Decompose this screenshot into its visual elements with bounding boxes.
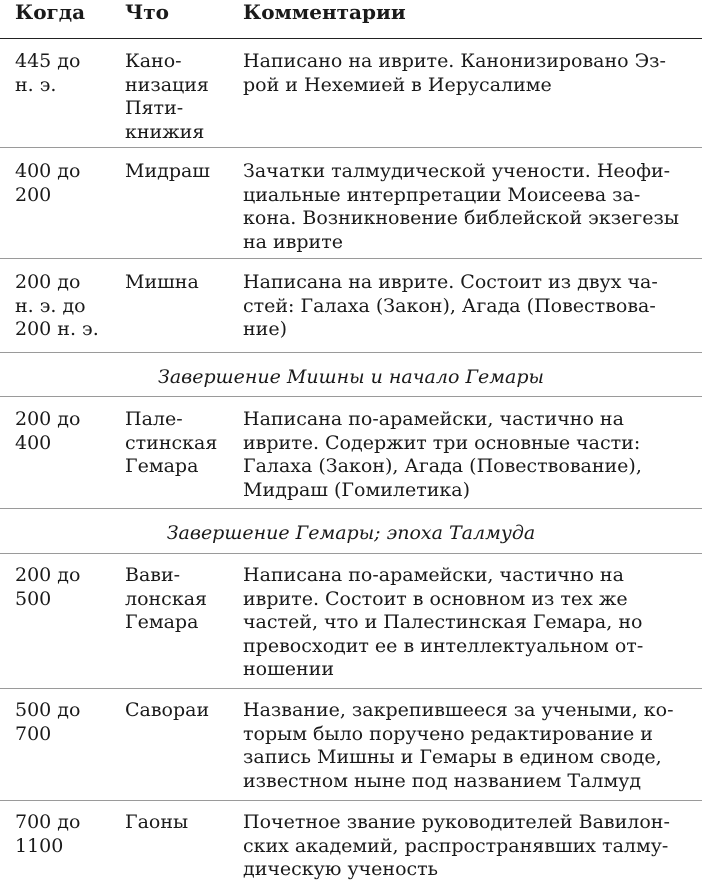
row-divider	[0, 147, 702, 148]
section-heading: Завершение Гемары; эпоха Талмуда	[166, 522, 536, 544]
row-what: Кано- низация Пяти- книжия	[125, 50, 209, 143]
row-what: Савораи	[125, 699, 210, 721]
row-when: 500 до 700	[15, 699, 81, 745]
table-header	[0, 0, 702, 39]
row-when: 200 до 500	[15, 564, 81, 610]
row-when: 200 до 400	[15, 408, 81, 454]
row-when: 445 до н. э.	[15, 50, 81, 96]
row-comment: Название, закрепившееся за учеными, ко- торым было поручено редактирование и запись Мишны и Гемары в едином своде, известном ныне под названием Талмуд	[243, 699, 674, 792]
row-comment: Написано на иврите. Канонизировано Эз- рой и Нехемией в Иерусалиме	[243, 50, 666, 96]
header-comment: Комментарии	[243, 0, 406, 24]
row-comment: Почетное звание руководителей Вавилон- ских академий, распространявших талму- дическую ученость	[243, 811, 670, 880]
row-what: Вави- лонская Гемара	[125, 564, 208, 633]
row-divider	[0, 396, 702, 397]
row-divider	[0, 508, 702, 509]
row-divider	[0, 553, 702, 554]
row-comment: Написана на иврите. Состоит из двух ча- стей: Галаха (Закон), Агада (Повествова- ние)	[243, 271, 658, 340]
row-divider	[0, 352, 702, 353]
row-comment: Зачатки талмудической учености. Неофи- циальные интерпретации Моисеева за- кона. Возникновение библейской экзегезы на иврите	[243, 160, 679, 253]
row-what: Мидраш	[125, 160, 210, 182]
row-when: 200 до н. э. до 200 н. э.	[15, 271, 99, 340]
header-when: Когда	[15, 0, 86, 24]
row-divider	[0, 800, 702, 801]
row-comment: Написана по-арамейски, частично на иврите. Состоит в основном из тех же частей, что и Палестинская Гемара, но превосходит ее в интеллектуальном от- ношении	[243, 564, 644, 680]
header-what: Что	[125, 0, 169, 24]
row-divider	[0, 688, 702, 689]
row-comment: Написана по-арамейски, частично на иврите. Содержит три основные части: Галаха (Закон), Агада (Повествование), Мидраш (Гомилетика)	[243, 408, 642, 501]
row-what: Гаоны	[125, 811, 189, 833]
row-what: Пале- стинская Гемара	[125, 408, 218, 477]
row-when: 700 до 1100	[15, 811, 81, 857]
row-divider	[0, 258, 702, 259]
row-what: Мишна	[125, 271, 199, 293]
section-heading: Завершение Мишны и начало Гемары	[157, 366, 544, 388]
row-when: 400 до 200	[15, 160, 81, 206]
